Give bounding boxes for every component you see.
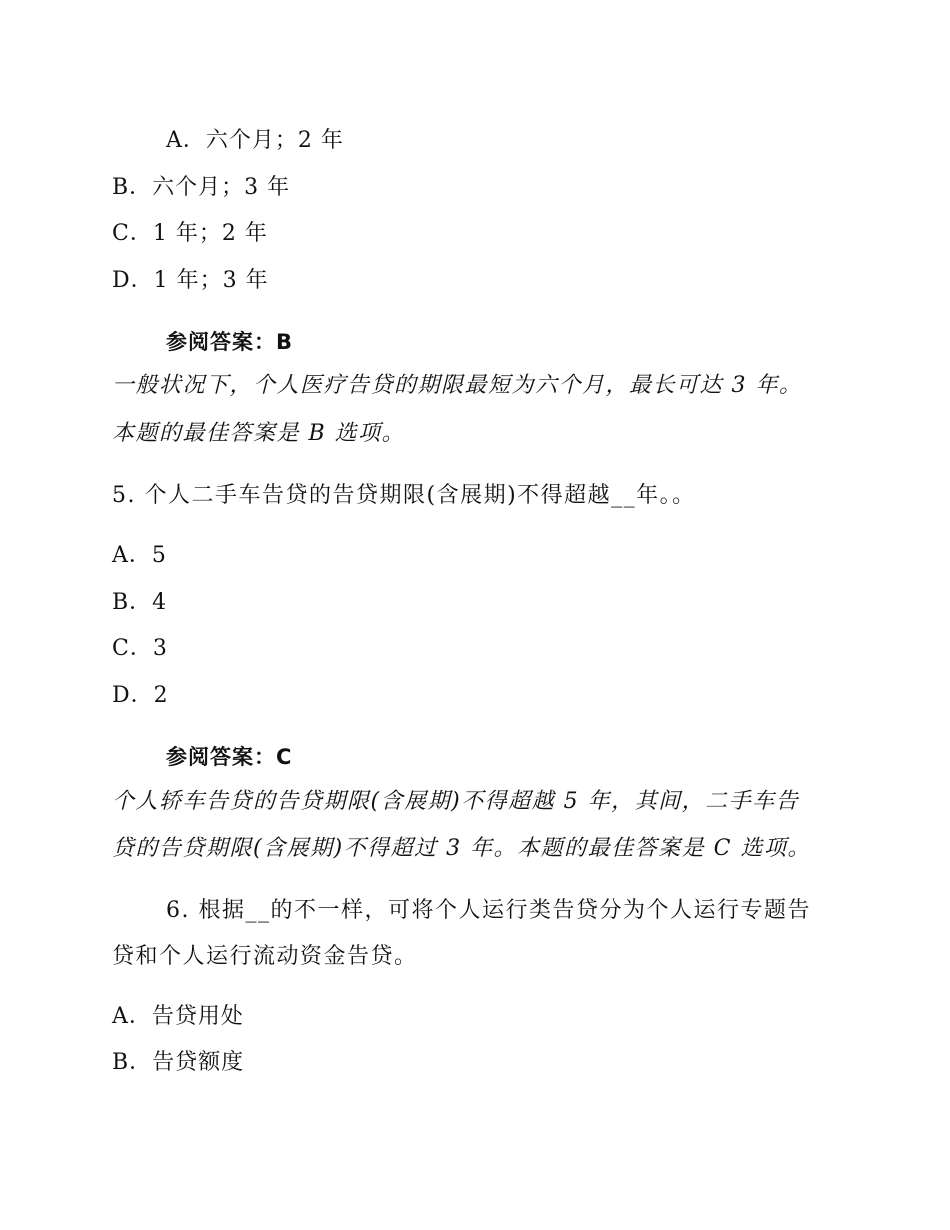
option-b: B．六个月；3 年 [112, 175, 291, 200]
q5-option-a: A．5 [112, 543, 167, 568]
explanation-line-1: 一般状况下，个人医疗告贷的期限最短为六个月，最长可达 3 年。 [112, 373, 803, 398]
option-d: D．1 年；3 年 [112, 268, 269, 293]
option-c: C．1 年；2 年 [112, 221, 268, 246]
answer-label: 参阅答案：B [166, 330, 294, 354]
question-6-line-2: 贷和个人运行流动资金告贷。 [112, 944, 418, 969]
q5-option-c: C．3 [112, 636, 168, 661]
q5-explanation-line-1: 个人轿车告贷的告贷期限(含展期)不得超越 5 年，其间，二手车告 [112, 789, 800, 814]
q5-answer-label: 参阅答案：C [166, 745, 293, 769]
question-6-line-1: 6. 根据__的不一样，可将个人运行类告贷分为个人运行专题告 [166, 898, 811, 923]
question-5: 5. 个人二手车告贷的告贷期限(含展期)不得超越__年。。 [112, 483, 696, 508]
q5-explanation-line-2: 贷的告贷期限(含展期)不得超过 3 年。本题的最佳答案是 C 选项。 [112, 836, 811, 861]
q6-option-a: A．告贷用处 [112, 1004, 244, 1029]
option-a: A．六个月；2 年 [166, 128, 344, 153]
explanation-line-2: 本题的最佳答案是 B 选项。 [112, 421, 406, 446]
q5-option-b: B．4 [112, 590, 168, 615]
q5-option-d: D．2 [112, 683, 169, 708]
q6-option-b: B．告贷额度 [112, 1050, 245, 1075]
